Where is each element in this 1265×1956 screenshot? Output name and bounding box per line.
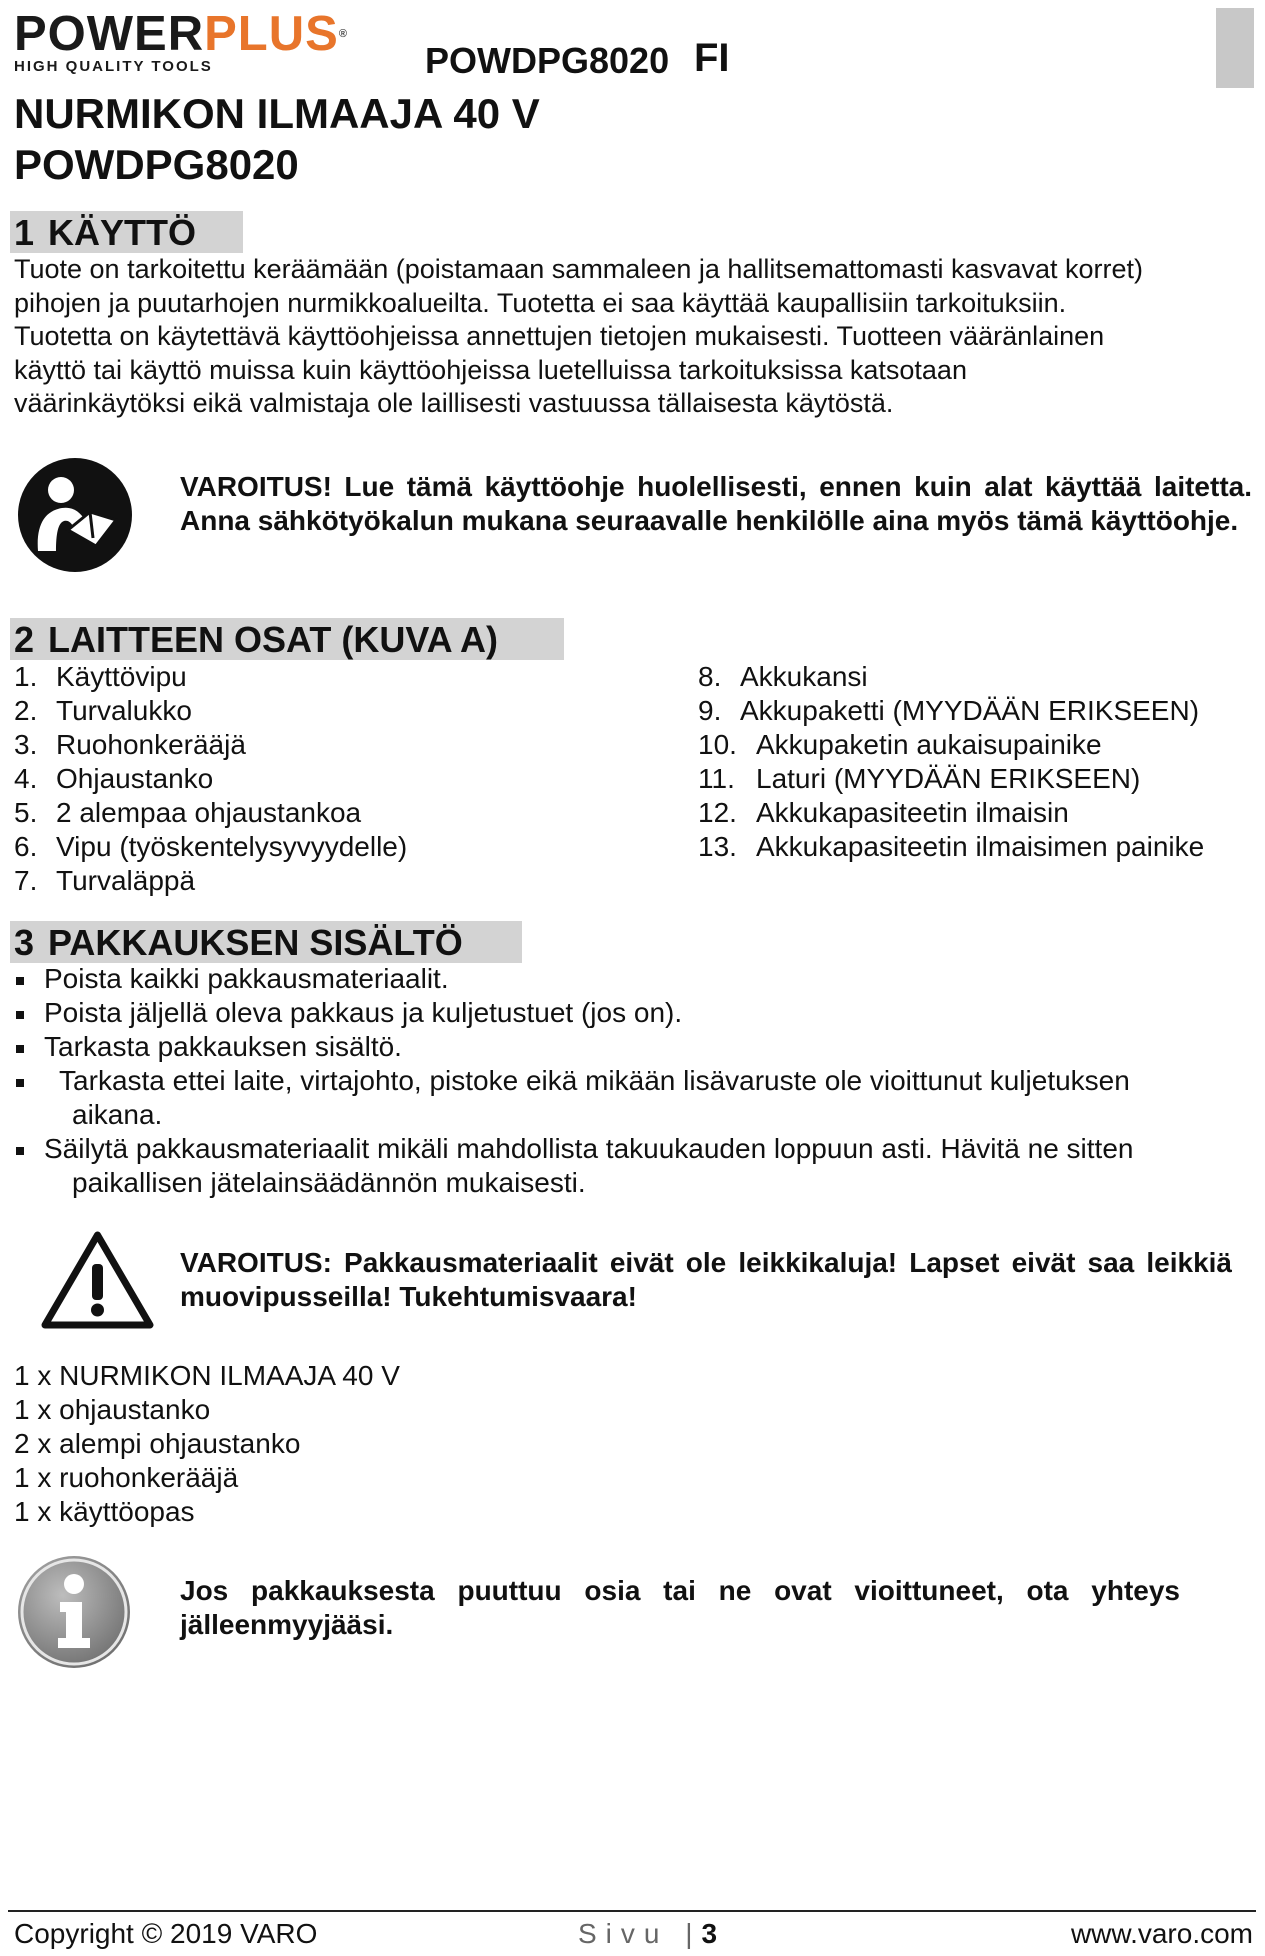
section-3-warning: VAROITUS: Pakkausmateriaalit eivät ole leikkikaluja! Lapset eivät saa leikkiä muovipusseilla! Tukehtumisvaara! [180, 1247, 1232, 1312]
title-line-1: NURMIKON ILMAAJA 40 V [14, 90, 540, 137]
footer-divider [8, 1910, 1256, 1912]
list-item: 5. 2 alempaa ohjaustankoa [14, 797, 362, 828]
contents-item: 2 x alempi ohjaustanko [14, 1428, 301, 1459]
logo-tagline: HIGH QUALITY TOOLS [14, 58, 213, 75]
section-1-number: 1 [14, 212, 35, 253]
logo-power-text: POWER [14, 7, 205, 61]
section-1-title: KÄYTTÖ [48, 212, 197, 253]
bullet-continuation: paikallisen jätelainsäädännön mukaisesti. [72, 1167, 586, 1198]
list-item: 1. Käyttövipu [14, 661, 187, 692]
list-item: 6. Vipu (työskentelysyvyydelle) [14, 831, 408, 862]
paragraph-line: Tuotetta on käytettävä käyttöohjeissa annettujen tietojen mukaisesti. Tuotteen vääränlainen [14, 321, 1105, 351]
package-contents-list [14, 1359, 400, 1529]
contents-item: 1 x NURMIKON ILMAAJA 40 V [14, 1360, 400, 1391]
list-item: 10. Akkupaketin aukaisupainike [698, 729, 1102, 760]
footer-page-word: Sivu [578, 1918, 669, 1949]
paragraph-line: käyttö tai käyttö muissa kuin käyttöohjeissa luetelluissa tarkoituksissa katsotaan [14, 354, 967, 385]
paragraph-line: väärinkäytöksi eikä valmistaja ole laillisesti vastuussa tällaisesta käytöstä. [14, 388, 894, 418]
footer-page-separator: | [685, 1918, 702, 1949]
bullet-item: Poista jäljellä oleva pakkaus ja kuljetustuet (jos on). [14, 996, 1254, 1030]
title-line-2: POWDPG8020 [14, 141, 299, 188]
section-2-number: 2 [14, 619, 35, 660]
list-item: 12. Akkukapasiteetin ilmaisin [698, 797, 1069, 828]
info-icon [16, 1554, 132, 1670]
warning-triangle-icon [40, 1230, 155, 1330]
list-item: 4. Ohjaustanko [14, 763, 214, 794]
bullet-item: Poista kaikki pakkausmateriaalit. [14, 962, 1254, 996]
list-item: 9. Akkupaketti (MYYDÄÄN ERIKSEEN) [698, 695, 1200, 726]
header-language: FI [694, 36, 730, 80]
logo-plus-text: PLUS [204, 7, 339, 61]
page-corner-tab [1216, 8, 1254, 88]
footer-website: www.varo.com [1070, 1918, 1253, 1949]
footer-page-number: 3 [701, 1918, 718, 1949]
bullet-continuation: aikana. [72, 1099, 163, 1130]
list-item: 13. Akkukapasiteetin ilmaisimen painike [698, 831, 1205, 862]
parts-list-left [14, 660, 407, 898]
logo-registered-mark: ® [338, 28, 348, 40]
contents-item: 1 x käyttöopas [14, 1496, 195, 1527]
footer-copyright: Copyright © 2019 VARO [14, 1918, 318, 1949]
header-model: POWDPG8020 [425, 40, 670, 81]
read-manual-icon [16, 456, 134, 574]
section-1-heading [10, 211, 243, 253]
list-item: 7. Turvaläppä [14, 865, 196, 896]
section-3-info: Jos pakkauksesta puuttuu osia tai ne ovat vioittuneet, ota yhteys jälleenmyyjääsi. [180, 1575, 1180, 1640]
list-item: 11. Laturi (MYYDÄÄN ERIKSEEN) [698, 763, 1141, 794]
bullet-item: Säilytä pakkausmateriaalit mikäli mahdollista takuukauden loppuun asti. Hävitä ne sitten [14, 1132, 1254, 1166]
list-item: 2. Turvalukko [14, 695, 192, 726]
section-1-warning: VAROITUS! Lue tämä käyttöohje huolellisesti, ennen kuin alat käyttää laitetta. Anna sähkötyökalun mukana seuraavalle henkilölle aina myös tämä käyttöohje. [180, 471, 1252, 536]
document-title [14, 88, 540, 190]
section-3-heading [10, 921, 522, 963]
section-3-number: 3 [14, 922, 35, 963]
brand-logo [14, 8, 394, 82]
paragraph-line: pihojen ja puutarhojen nurmikkoalueilta. Tuotetta ei saa käyttää kaupallisiin tarkoituksiin. [14, 287, 1067, 318]
bullet-item: Tarkasta ettei laite, virtajohto, pistoke eikä mikään lisävaruste ole vioittunut kuljetuksen [14, 1064, 1254, 1098]
bullet-item: Tarkasta pakkauksen sisältö. [14, 1030, 1254, 1064]
section-3-title: PAKKAUKSEN SISÄLTÖ [48, 922, 463, 963]
packaging-bullet-list [14, 962, 1254, 1200]
section-2-heading [10, 618, 564, 660]
section-1-paragraph [14, 253, 1264, 421]
section-2-title: LAITTEEN OSAT (KUVA A) [48, 619, 498, 660]
paragraph-line: Tuote on tarkoitettu keräämään (poistamaan sammaleen ja hallitsemattomasti kasvavat korret) [14, 254, 1144, 284]
contents-item: 1 x ohjaustanko [14, 1394, 211, 1425]
parts-list-right [698, 660, 1204, 864]
list-item: 3. Ruohonkerääjä [14, 729, 246, 760]
list-item: 8. Akkukansi [698, 661, 868, 692]
contents-item: 1 x ruohonkerääjä [14, 1462, 239, 1493]
footer-page-indicator [578, 1917, 717, 1951]
